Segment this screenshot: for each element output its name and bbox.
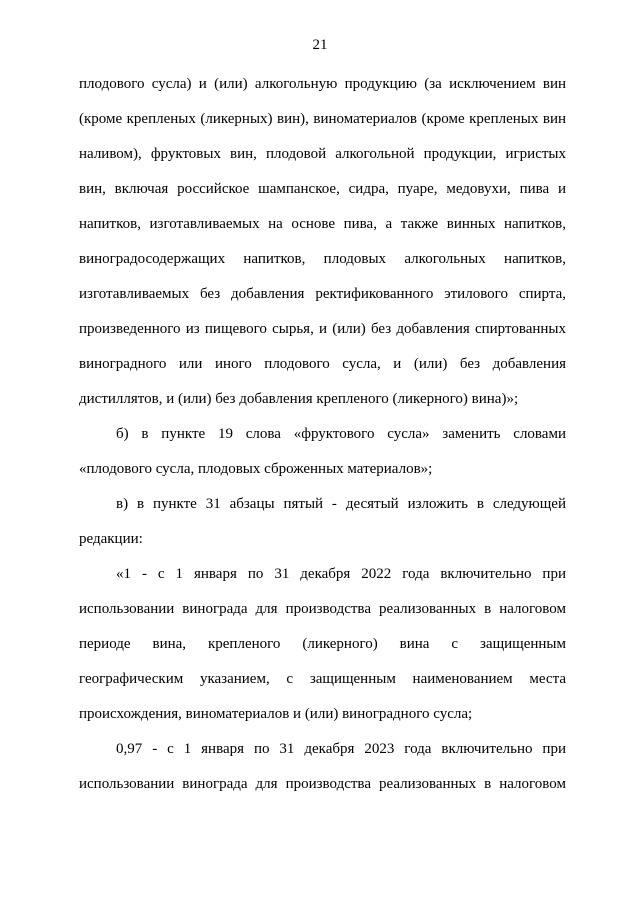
text-line: «1 - с 1 января по 31 декабря 2022 года включительно при: [116, 566, 566, 582]
text-line: «плодового сусла, плодовых сброженных материалов»;: [79, 461, 433, 477]
text-line: происхождения, виноматериалов и (или) виноградного сусла;: [79, 706, 473, 722]
text-line: 0,97 - с 1 января по 31 декабря 2023 года включительно при: [116, 741, 566, 757]
text-line: дистиллятов, и (или) без добавления крепленого (ликерного) вина)»;: [79, 391, 519, 407]
text-line: вин, включая российское шампанское, сидра, пуаре, медовухи, пива и: [79, 181, 566, 197]
text-line: виноградного или иного плодового сусла, и (или) без добавления: [79, 356, 566, 372]
text-line: периоде вина, крепленого (ликерного) вина с защищенным: [79, 636, 566, 652]
text-line: использовании винограда для производства реализованных в налоговом: [79, 601, 566, 617]
text-line: географическим указанием, с защищенным наименованием места: [79, 671, 566, 687]
text-line: изготавливаемых без добавления ректификованного этилового спирта,: [79, 286, 566, 302]
text-line: наливом), фруктовых вин, плодовой алкогольной продукции, игристых: [79, 146, 566, 162]
text-line: напитков, изготавливаемых на основе пива, а также винных напитков,: [79, 216, 566, 232]
page-number: 21: [312, 37, 328, 53]
text-line: б) в пункте 19 слова «фруктового сусла» заменить словами: [116, 426, 566, 442]
text-line: плодового сусла) и (или) алкогольную продукцию (за исключением вин: [79, 76, 566, 92]
text-line: (кроме крепленых (ликерных) вин), виноматериалов (кроме крепленых вин: [79, 111, 566, 127]
text-line: использовании винограда для производства реализованных в налоговом: [79, 776, 566, 792]
text-line: редакции:: [79, 531, 143, 547]
text-line: произведенного из пищевого сырья, и (или) без добавления спиртованных: [79, 321, 566, 337]
text-line: виноградосодержащих напитков, плодовых алкогольных напитков,: [79, 251, 566, 267]
text-line: в) в пункте 31 абзацы пятый - десятый изложить в следующей: [116, 496, 566, 512]
